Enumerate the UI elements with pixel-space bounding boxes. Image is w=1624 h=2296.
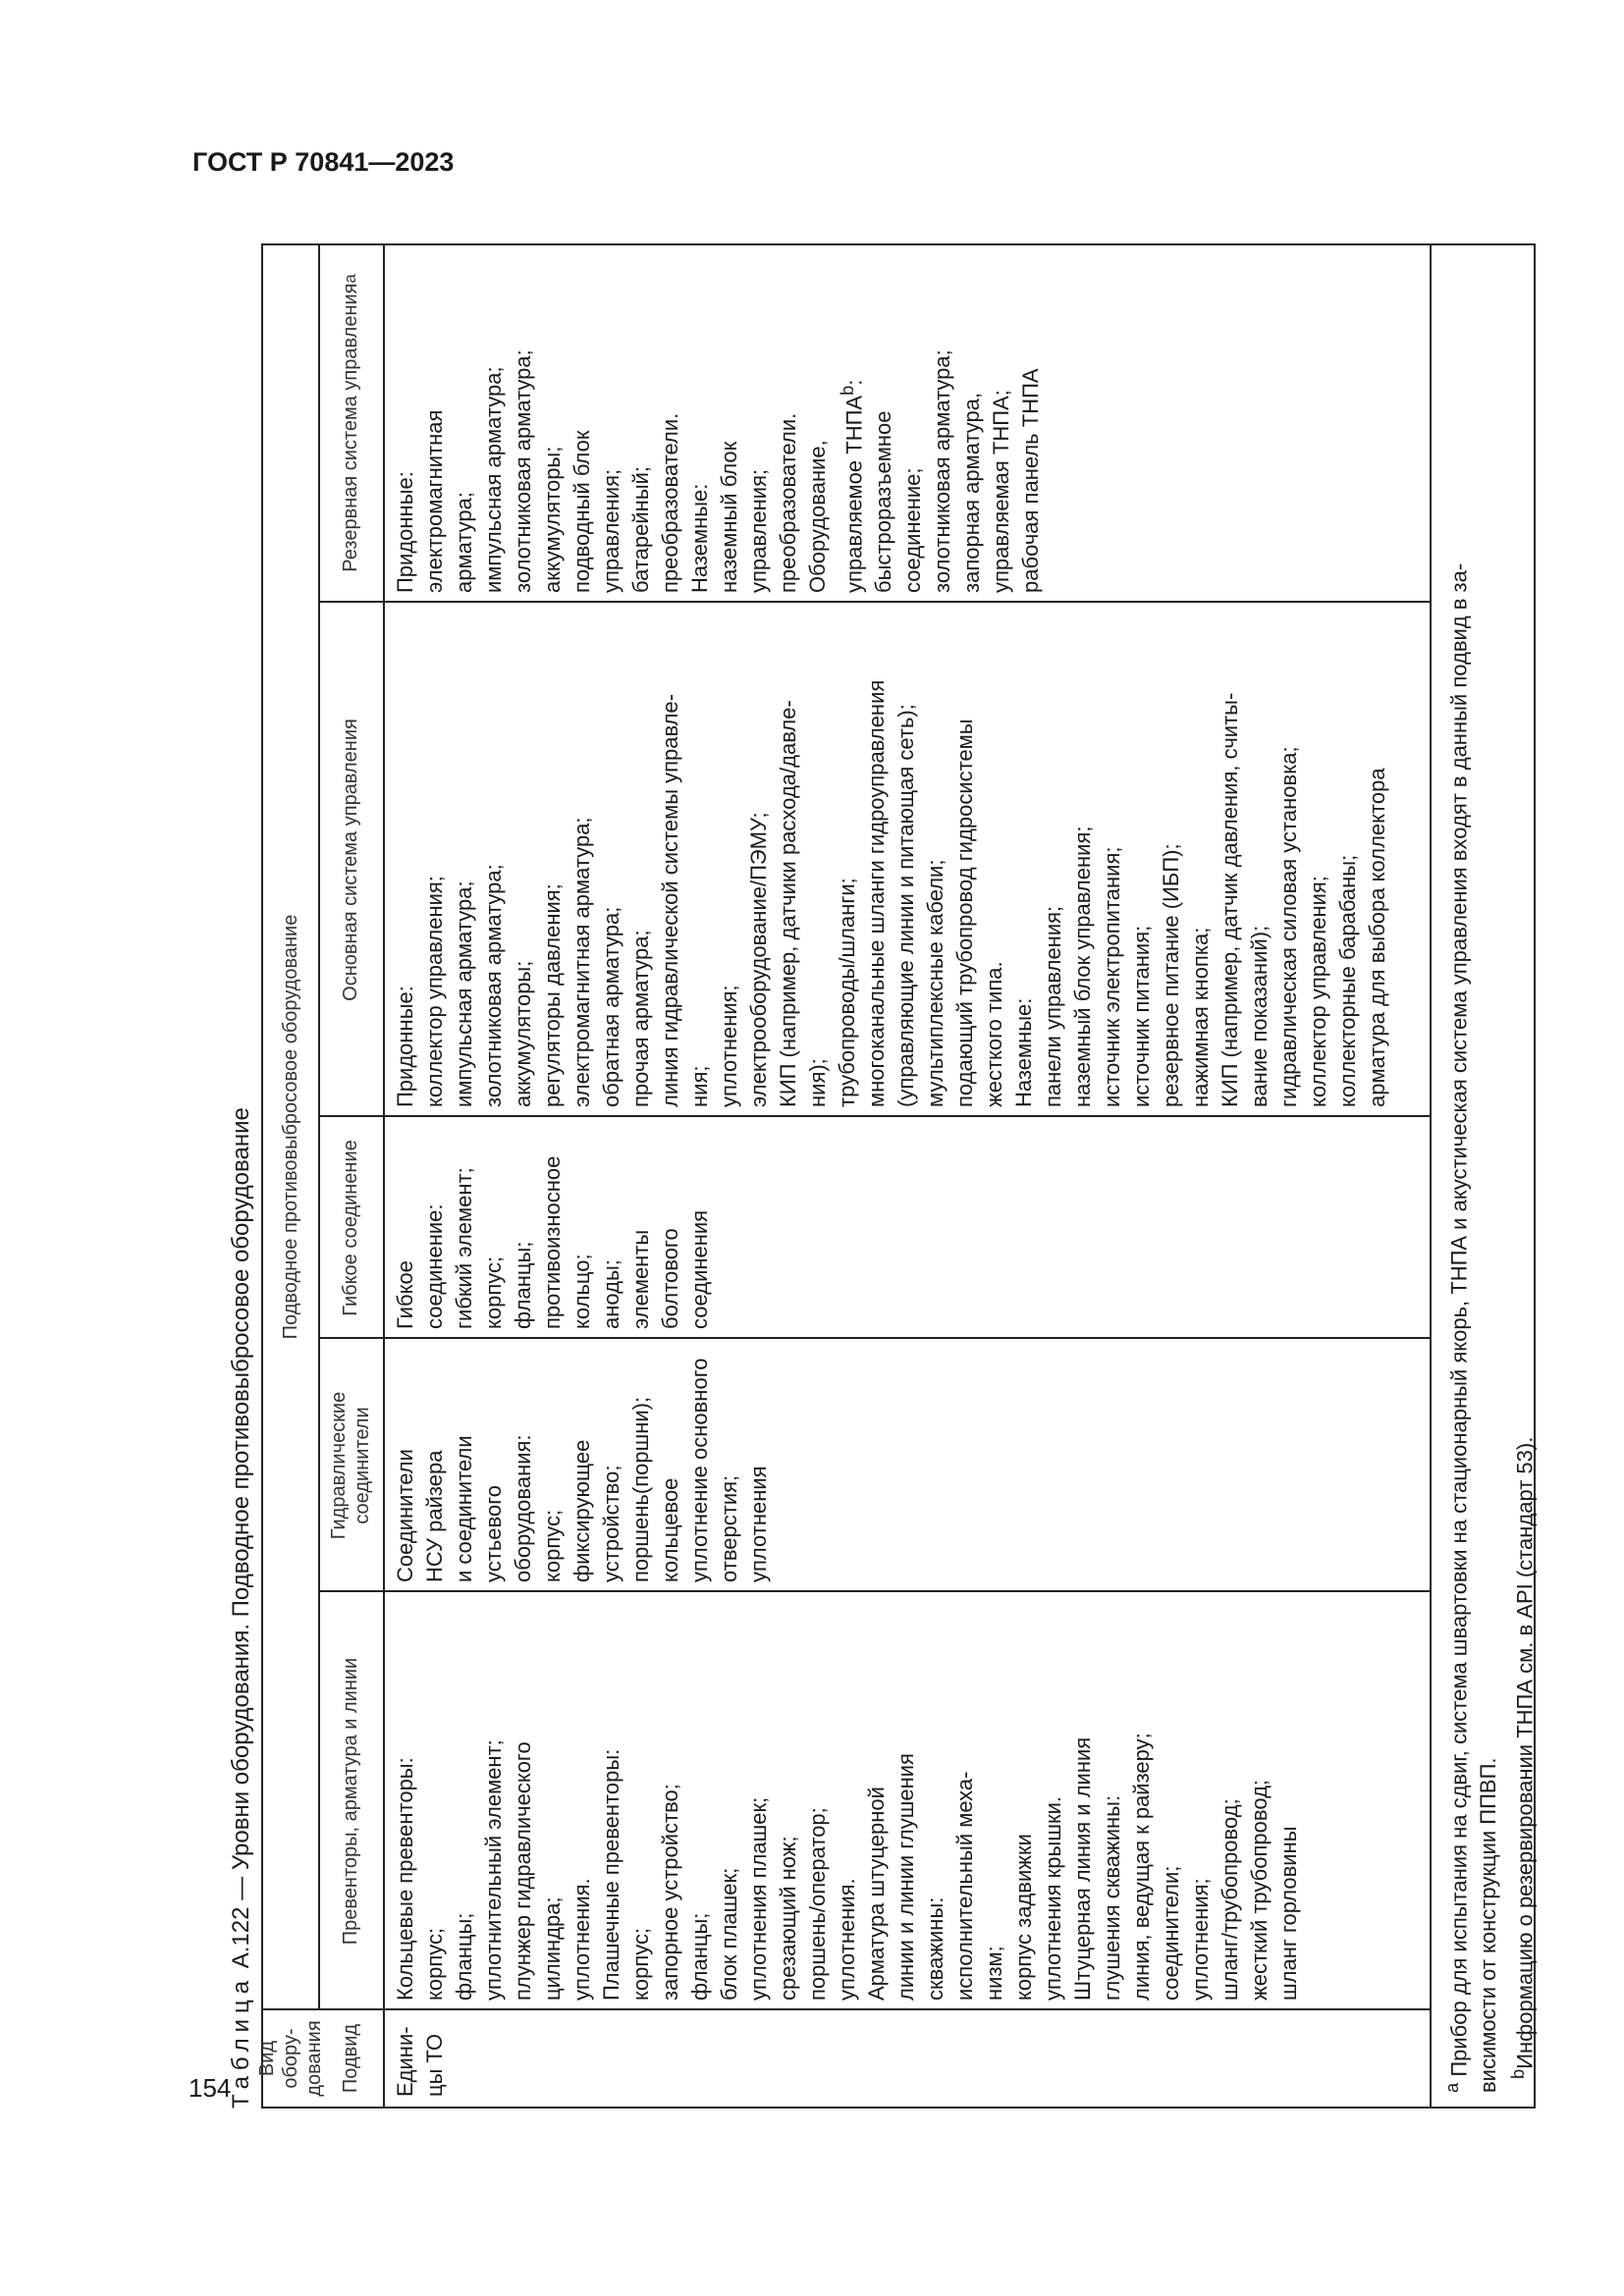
list-item: трубопроводы/шланги;	[835, 878, 859, 1107]
list-item: устьевого	[481, 1485, 506, 1582]
list-item: уплотнения плашек;	[746, 1796, 771, 2001]
podvid-line: Едини-	[393, 2026, 417, 2097]
list-item: низм;	[982, 1946, 1006, 2001]
list-item: скважины:	[923, 1896, 947, 2001]
header-backup-footnote-mark: a	[341, 274, 359, 284]
list-item: корпус;	[540, 1509, 565, 1582]
grid-line	[1430, 243, 1432, 2107]
cell-main-control	[383, 603, 1430, 1117]
podvid-line: цы ТО	[422, 2033, 447, 2097]
list-item: Кольцевые превенторы:	[393, 1757, 417, 2001]
list-item: гидравлическая силовая установка;	[1276, 746, 1301, 1107]
footnote-mark-b: b	[837, 385, 857, 396]
list-item: импульсная арматура;	[452, 881, 476, 1107]
list-item: соединители;	[1159, 1865, 1183, 2001]
list-item: подающий трубопровод гидросистемы	[952, 719, 977, 1107]
list-item: обратная арматура;	[599, 906, 623, 1107]
list-item: рабочая панель ТНПА	[1018, 368, 1044, 593]
header-group: Подводное противовыбросовое оборудование	[280, 914, 301, 1340]
list-item: устройство;	[599, 1465, 623, 1582]
list-item: и соединители	[452, 1435, 476, 1582]
footnote-a-mark: a	[1441, 2082, 1462, 2093]
list-item: жесткий трубопровод;	[1247, 1779, 1272, 2001]
list-item: коллекторные барабаны;	[1335, 854, 1360, 1107]
list-item: Соединители	[393, 1449, 417, 1582]
list-item: прочая арматура;	[628, 930, 653, 1107]
grid-line	[318, 1591, 1430, 1593]
footnote-b-mark: b	[1507, 2068, 1529, 2079]
list-item: Придонные:	[393, 471, 417, 593]
list-item: аноды;	[599, 1259, 623, 1329]
grid-line	[318, 1116, 1430, 1118]
list-item: многоканальные шланги гидроуправления	[864, 679, 889, 1107]
list-item: Арматура штуцерной	[864, 1787, 889, 2001]
list-item: болтового	[658, 1228, 682, 1329]
list-item: шланг горловины	[1276, 1826, 1301, 2001]
list-item: фланцы;	[452, 1912, 476, 2001]
list-item: поршень(поршни);	[628, 1396, 653, 1582]
list-item: фланцы;	[511, 1241, 535, 1329]
list-item: коллектор управления;	[1306, 876, 1330, 1107]
footnote-b	[1503, 257, 1540, 2093]
list-item: соединения	[687, 1209, 712, 1329]
caption-text: А.122 — Уровни оборудования. Подводное противовыбросовое оборудование	[228, 1107, 254, 1969]
list-item: регуляторы давления;	[540, 883, 565, 1107]
list-item: управляемая ТНПА;	[989, 390, 1014, 593]
list-item: плунжер гидравлического	[511, 1741, 535, 2001]
list-item: управляемое ТНПА$^b$:	[837, 379, 867, 593]
header-backup-control	[318, 243, 383, 603]
list-item: уплотнения;	[1188, 1878, 1213, 2001]
list-item: источник электропитания;	[1100, 846, 1124, 1107]
grid-line	[383, 243, 385, 2107]
list-item: коллектор управления;	[422, 876, 447, 1107]
footnote-a-cont: висимости от конструкции ППВП.	[1476, 1757, 1501, 2093]
list-item: противоизносное	[540, 1155, 565, 1329]
cell-backup-control	[383, 243, 1430, 603]
list-item: НСУ райзера	[422, 1450, 447, 1582]
header-preventers: Превенторы, арматура и линии	[340, 1657, 361, 1946]
list-item: вание показаний);	[1247, 925, 1272, 1107]
list-item: глушения скважины:	[1100, 1794, 1124, 2001]
list-item: Придонные:	[393, 986, 417, 1107]
rotated-table-block	[220, 243, 1536, 2109]
list-item: уплотнительный элемент;	[481, 1739, 506, 2001]
list-item: аккумуляторы;	[511, 960, 535, 1107]
list-item: исполнительный меха-	[952, 1771, 977, 2001]
cell-hydraulic-connectors	[383, 1339, 1430, 1592]
list-item: резервное питание (ИБП);	[1159, 843, 1183, 1107]
cell-podvid	[383, 2010, 1430, 2107]
header-main-control: Основная система управления	[340, 719, 361, 1001]
list-item: преобразователи.	[658, 412, 682, 593]
list-item: уплотнения крышки.	[1041, 1795, 1065, 2001]
list-item: уплотнения;	[717, 985, 741, 1107]
list-item: Плашечные превенторы:	[599, 1748, 623, 2001]
list-item: источник питания;	[1129, 925, 1154, 1107]
list-item: шланг/трубопровод;	[1218, 1798, 1242, 2001]
list-item: арматура;	[452, 491, 476, 593]
list-item: подводный блок	[569, 430, 594, 593]
list-item: корпус;	[422, 1927, 447, 2001]
table-footnotes	[1430, 243, 1536, 2107]
list-item: блок плашек;	[717, 1867, 741, 2001]
list-item: Гибкое	[393, 1260, 417, 1329]
list-item: соединение:	[422, 1203, 447, 1329]
list-item: управления;	[746, 468, 771, 593]
list-item: (управляющие линии и питающая сеть);	[893, 704, 918, 1107]
list-item: батарейный;	[628, 465, 653, 593]
list-item: соединение;	[900, 467, 926, 593]
list-item: золотниковая арматура;	[511, 349, 535, 593]
footnote-b-text: Информацию о резервировании ТНПА см. в API (стандарт 53).	[1512, 1436, 1538, 2069]
list-item: уплотнения.	[569, 1878, 594, 2001]
list-item: золотниковая арматура;	[481, 864, 506, 1107]
list-item: ния;	[687, 1065, 712, 1107]
list-item: корпус;	[628, 1927, 653, 2001]
list-item: КИП (например, датчики расхода/давле-	[776, 700, 800, 1107]
list-item: золотниковая арматура;	[930, 349, 955, 593]
list-item: уплотнение основного	[687, 1358, 712, 1582]
list-item: поршень/оператор;	[805, 1807, 830, 2001]
list-item: Штуцерная линия и линия	[1070, 1736, 1095, 2001]
list-item: импульсная арматура;	[481, 366, 506, 593]
list-item: элементы	[628, 1229, 653, 1329]
list-item: электрооборудование/ПЭМУ;	[746, 812, 771, 1107]
list-item: уплотнения.	[835, 1878, 859, 2001]
cell-preventers	[383, 1592, 1430, 2010]
grid-line	[318, 602, 1430, 604]
list-item: электромагнитная	[422, 409, 447, 593]
list-item: электромагнитная арматура;	[569, 817, 594, 1107]
list-item: фланцы;	[687, 1912, 712, 2001]
header-flex-joint: Гибкое соединение	[340, 1140, 361, 1316]
footnote-a	[1437, 257, 1474, 2093]
header-podvid: Подвид	[340, 2023, 361, 2094]
grid-line	[263, 2009, 1430, 2011]
document-id: ГОСТ Р 70841—2023	[192, 147, 455, 177]
header-vid: Вид обору- дования	[256, 2020, 325, 2097]
list-item: управления;	[599, 468, 623, 593]
list-item: преобразователи.	[776, 412, 800, 593]
list-item: запорное устройство;	[658, 1784, 682, 2001]
list-item-text: управляемое ТНПА	[841, 395, 867, 593]
list-item: кольцо;	[569, 1254, 594, 1329]
list-item: корпус;	[481, 1255, 506, 1329]
list-item: запорная арматура,	[959, 392, 985, 593]
header-hydraulic-connectors: Гидравлические соединители	[328, 1391, 373, 1540]
list-item: оборудования:	[511, 1434, 535, 1582]
table-caption	[228, 1107, 255, 2109]
list-item: корпус задвижки	[1011, 1834, 1036, 2001]
list-item: отверстия;	[717, 1474, 741, 1582]
page-number: 154	[189, 2073, 232, 2103]
list-item: линия, ведущая к райзеру;	[1129, 1733, 1154, 2001]
list-item: жесткого типа.	[982, 961, 1006, 1107]
list-item: ния);	[805, 1058, 830, 1107]
list-item: Наземные:	[1011, 997, 1036, 1107]
list-item: линия гидравлической системы управле-	[658, 693, 682, 1107]
list-item: срезающий нож;	[776, 1836, 800, 2001]
list-item: панели управления;	[1041, 905, 1065, 1107]
grid-line	[318, 243, 320, 2010]
header-backup-label: Резервная система управления	[340, 283, 361, 572]
list-item: наземный блок управления;	[1070, 826, 1095, 1107]
list-item: уплотнения	[746, 1466, 771, 1582]
cell-flex-joint	[383, 1117, 1430, 1339]
list-item: фиксирующее	[569, 1439, 594, 1582]
list-item: Оборудование,	[805, 440, 830, 593]
list-item: гибкий элемент;	[452, 1167, 476, 1329]
footnote-a-line: Прибор для испытания на сдвиг, система швартовки на стационарный якорь, ТНПА и акустическая система управления входят в данный подвид в за-	[1446, 562, 1472, 2077]
list-item: мультиплексные кабели;	[923, 859, 947, 1107]
list-item: КИП (например, датчик давления, считы-	[1218, 692, 1242, 1107]
list-item: арматура для выбора коллектора	[1365, 768, 1389, 1107]
list-item: быстроразъемное	[871, 410, 896, 593]
list-item: цилиндра;	[540, 1896, 565, 2001]
list-item: Наземные:	[687, 483, 712, 593]
caption-prefix: Таблица	[228, 1974, 254, 2109]
equipment-table	[256, 243, 1538, 2109]
list-item: линии и линии глушения	[893, 1753, 918, 2001]
list-item: аккумуляторы;	[540, 446, 565, 593]
list-item: кольцевое	[658, 1477, 682, 1582]
grid-line	[318, 1338, 1430, 1340]
list-item: нажимная кнопка;	[1188, 927, 1213, 1107]
list-item: наземный блок	[717, 441, 741, 593]
